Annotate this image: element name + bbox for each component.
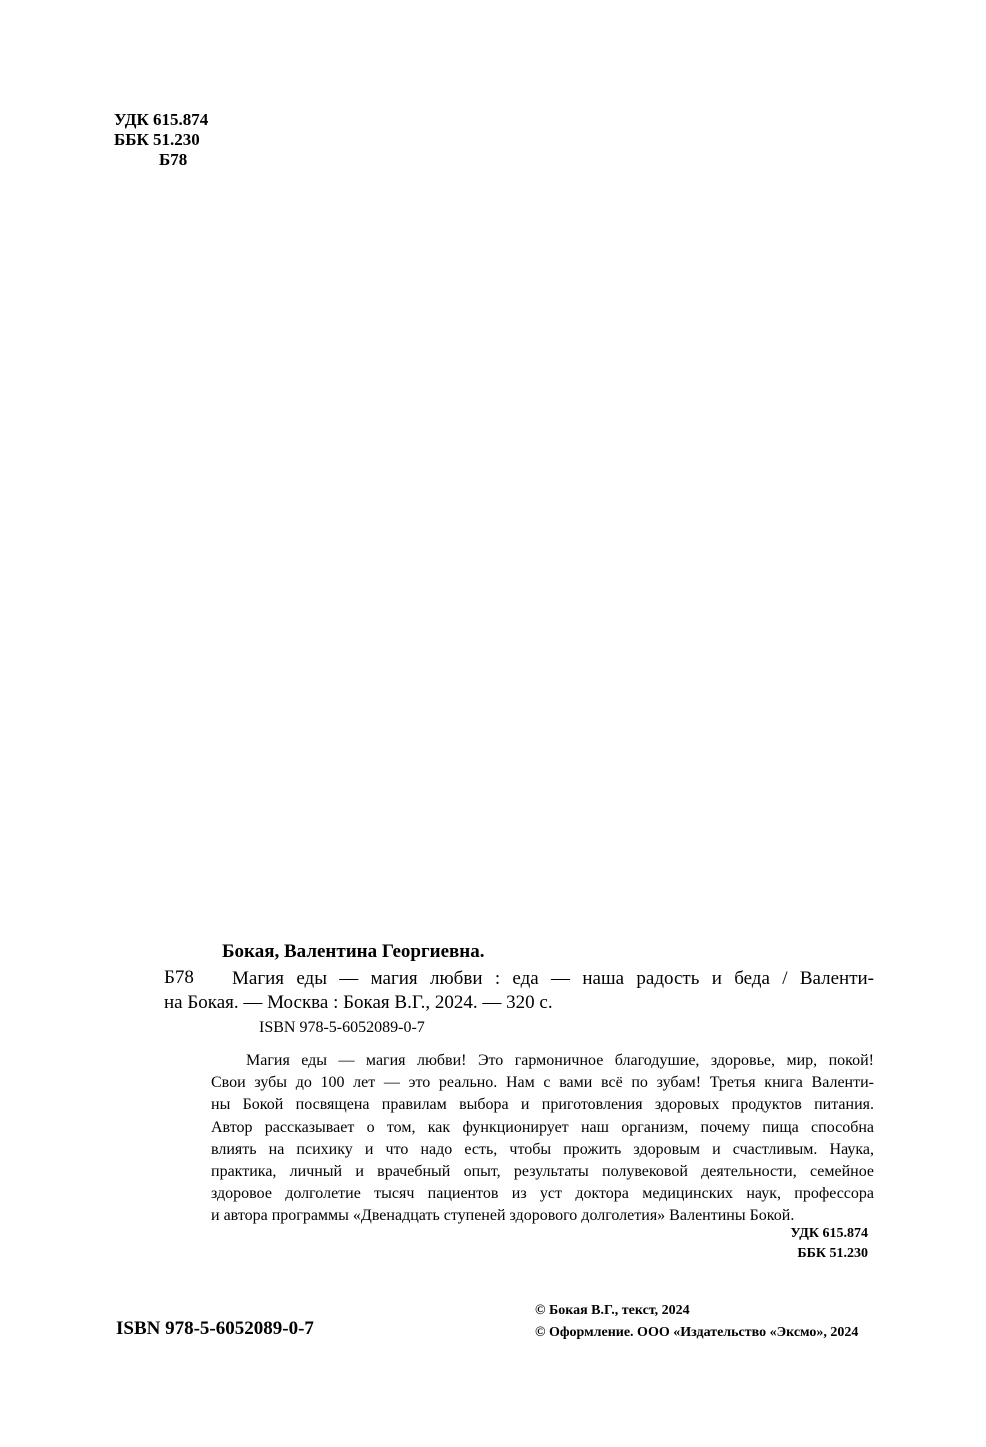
- author-heading: Бокая, Валентина Георгиевна.: [222, 941, 485, 962]
- isbn-footer: ISBN 978-5-6052089-0-7: [116, 1318, 314, 1339]
- bbk-code-top: ББК 51.230: [114, 130, 200, 149]
- cutter-code-entry: Б78: [164, 967, 194, 988]
- cutter-code-top: Б78: [159, 150, 188, 169]
- annotation-line: практика, личный и врачебный опыт, результаты полувековой деятельности, семейное: [211, 1163, 874, 1181]
- isbn-entry: ISBN 978-5-6052089-0-7: [259, 1019, 425, 1036]
- udk-code-top: УДК 615.874: [114, 110, 209, 129]
- copyright-block: [535, 1300, 858, 1344]
- copyright-text: © Бокая В.Г., текст, 2024: [535, 1303, 690, 1318]
- bbk-code-bottom: ББК 51.230: [797, 1246, 868, 1261]
- biblio-line: на Бокая. — Москва : Бокая В.Г., 2024. — 320 с.: [164, 992, 553, 1013]
- udk-code-bottom: УДК 615.874: [790, 1226, 868, 1241]
- annotation-line: Свои зубы до 100 лет — это реально. Нам с вами всё по зубам! Третья книга Валенти-: [211, 1074, 874, 1092]
- copyright-design: © Оформление. ООО «Издательство «Эксмо», 2024: [535, 1325, 859, 1340]
- biblio-line: Магия еды — магия любви : еда — наша радость и беда / Валенти-: [232, 968, 874, 989]
- annotation-line: здоровое долголетие тысяч пациентов из уст доктора медицинских наук, профессора: [211, 1185, 874, 1203]
- annotation-line: Автор рассказывает о том, как функционирует наш организм, почему пища способна: [211, 1118, 874, 1136]
- bibliographic-description: [164, 967, 874, 1015]
- classification-codes-bottom: [790, 1224, 868, 1264]
- annotation-line: и автора программы «Двенадцать ступеней здорового долголетия» Валентины Бокой.: [211, 1207, 795, 1225]
- annotation: [211, 1050, 874, 1228]
- annotation-line: Магия еды — магия любви! Это гармоничное благодушие, здоровье, мир, покой!: [246, 1052, 874, 1069]
- annotation-line: влиять на психику и что надо есть, чтобы прожить здоровым и счастливым. Наука,: [211, 1140, 874, 1158]
- annotation-line: ны Бокой посвящена правилам выбора и приготовления здоровых продуктов питания.: [211, 1096, 874, 1114]
